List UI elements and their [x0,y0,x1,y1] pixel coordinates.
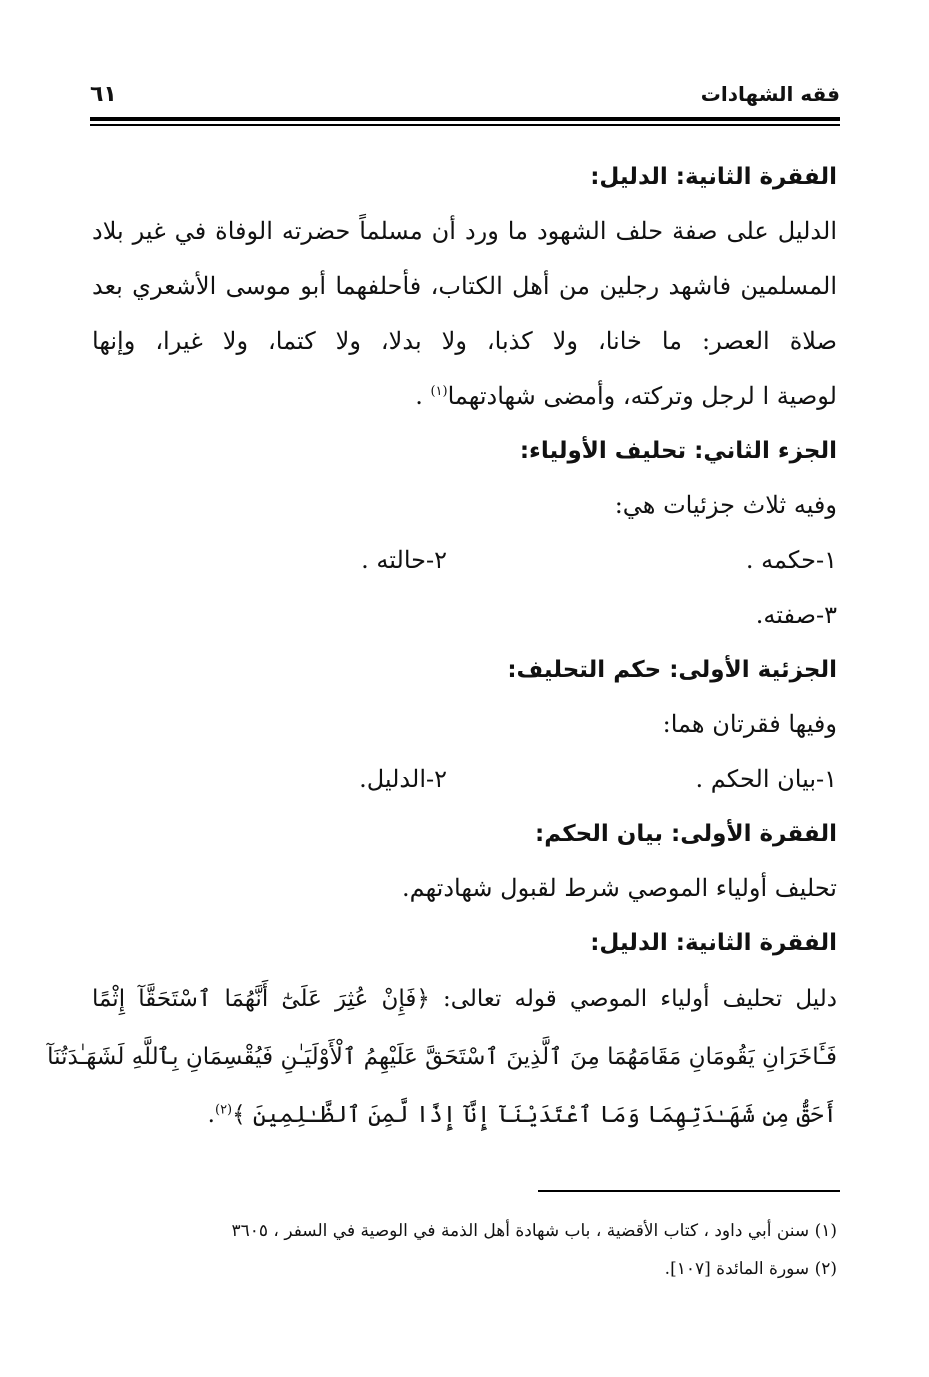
body-line: تحليف أولياء الموصي شرط لقبول شهادتهم. [402,874,837,902]
page-body [47,150,838,1144]
footnote-ref: (٢) [214,1102,233,1118]
footnote: (٢) سورة المائدة [١٠٧]. [664,1259,837,1279]
quran-quote-text: أَحَقُّ مِن شَهَـٰدَتِهِمَا وَمَا ٱعْتَدَيْنَآ إِنَّآ إِذًا لَّمِنَ ٱلظَّـٰلِمِينَ ﴾ [232,1102,837,1128]
list-item: ١-حكمه . [745,546,837,574]
footnote: (١) سنن أبي داود ، كتاب الأقضية ، باب شهادة أهل الذمة في الوصية في السفر ، ٣٦٠٥ [231,1221,837,1241]
section-heading: الجزء الثاني: تحليف الأولياء: [519,438,837,464]
quran-quote-line-last [92,1086,837,1144]
section-heading: الفقرة الثانية: الدليل: [590,164,837,190]
line-end: . [207,1102,215,1128]
section-heading: الفقرة الأولى: بيان الحكم: [535,821,837,847]
list-item: ٣-صفته. [755,601,837,629]
quran-quote-line: فَـَٔاخَرَانِ يَقُومَانِ مَقَامَهُمَا مِنَ ٱلَّذِينَ ٱسْتَحَقَّ عَلَيْهِمُ ٱلْأَوْلَيَـٰنِ فَيُقْسِمَانِ بِٱللَّهِ لَشَهَـٰدَتُنَآ [47,1044,837,1070]
list-row [92,533,837,588]
line-end: . [415,382,431,410]
list-item: ١-بيان الحكم . [695,765,837,793]
quran-quote-line: دليل تحليف أولياء الموصي قوله تعالى: ﴿فَإِنْ عُثِرَ عَلَىٰٓ أَنَّهُمَا ٱسْتَحَقَّآ إِثْمًا [92,986,837,1012]
footnote-ref: (١) [430,384,448,399]
body-line-text: لوصية ا لرجل وتركته، وأمضى شهادتهما [447,382,837,410]
list-row [92,588,837,643]
list-item: ٢-الدليل. [359,765,447,793]
footnote-separator [538,1190,840,1192]
header-rule-thin [90,124,840,126]
page-number: ٦١ [90,82,117,107]
intro-line: وفيه ثلاث جزئيات هي: [614,491,837,519]
section-heading: الفقرة الثانية: الدليل: [590,930,837,956]
running-header [90,82,840,116]
header-rule-thick [90,117,840,121]
footnotes [92,1212,837,1288]
section-heading: الجزئية الأولى: حكم التحليف: [507,657,837,683]
running-title: فقه الشهادات [700,82,840,106]
body-line: صلاة العصر: ما خانا، ولا كذبا، ولا بدلا، ولا كتما، ولا غيرا، وإنها [92,327,837,355]
intro-line: وفيها فقرتان هما: [662,710,837,738]
body-line: المسلمين فاشهد رجلين من أهل الكتاب، فأحلفهما أبو موسى الأشعري بعد [92,272,837,300]
body-line-last [92,369,837,424]
body-line: الدليل على صفة حلف الشهود ما ورد أن مسلماً حضرته الوفاة في غير بلاد [92,217,838,245]
list-item: ٢-حالته . [361,546,447,574]
list-row [92,752,837,807]
